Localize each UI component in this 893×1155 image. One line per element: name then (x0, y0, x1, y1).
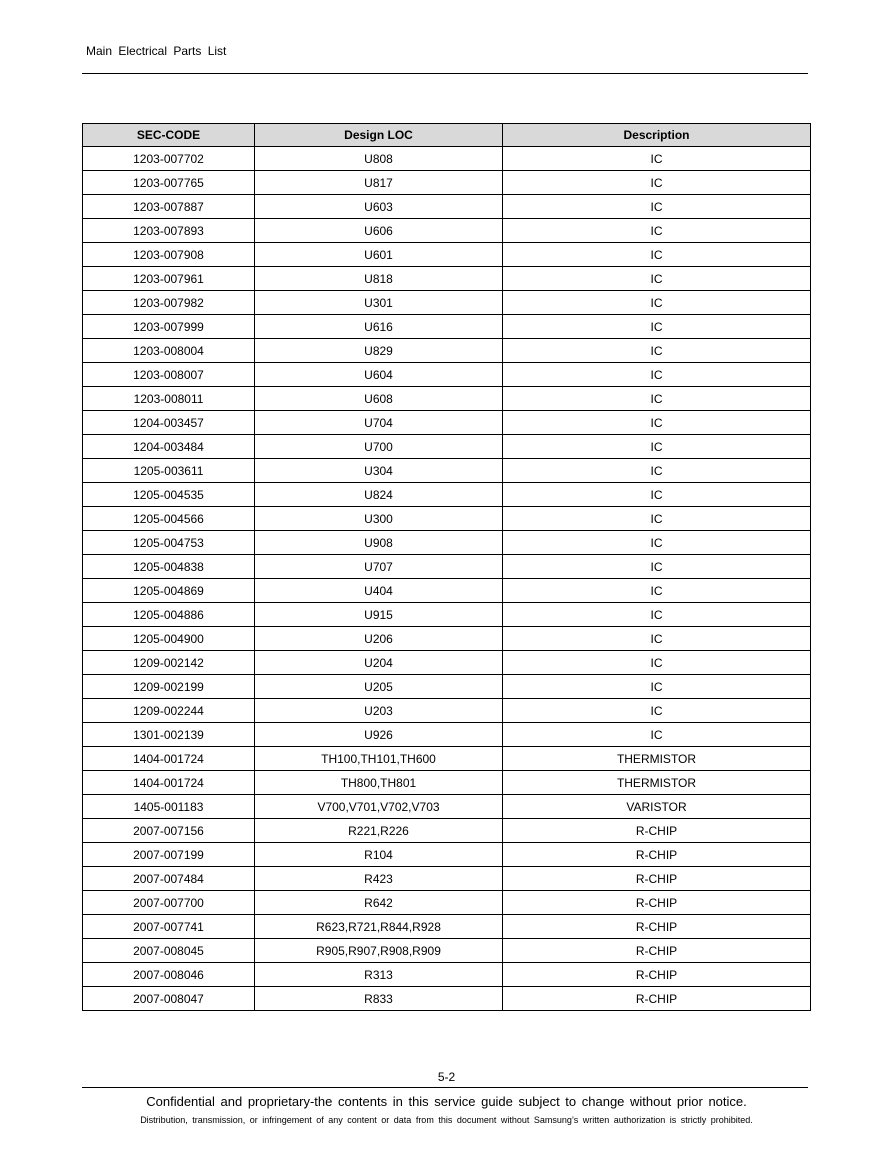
table-row (83, 411, 811, 435)
design-loc-cell: R623,R721,R844,R928 (255, 915, 503, 939)
design-loc-cell: U915 (255, 603, 503, 627)
sec-code-cell: 1205-004566 (83, 507, 255, 531)
table-row (83, 171, 811, 195)
column-header-design-loc: Design LOC (255, 124, 503, 147)
design-loc-cell: U829 (255, 339, 503, 363)
description-cell: IC (503, 603, 811, 627)
design-loc-cell: U203 (255, 699, 503, 723)
sec-code-cell: 2007-008046 (83, 963, 255, 987)
sec-code-cell: 2007-007484 (83, 867, 255, 891)
description-cell: IC (503, 459, 811, 483)
design-loc-cell: V700,V701,V702,V703 (255, 795, 503, 819)
table-row (83, 699, 811, 723)
table-row (83, 723, 811, 747)
description-cell: THERMISTOR (503, 747, 811, 771)
sec-code-cell: 1204-003457 (83, 411, 255, 435)
table-row (83, 483, 811, 507)
header-divider (82, 73, 808, 74)
sec-code-cell: 1205-004900 (83, 627, 255, 651)
sec-code-cell: 2007-007199 (83, 843, 255, 867)
description-cell: IC (503, 291, 811, 315)
description-cell: IC (503, 579, 811, 603)
description-cell: R-CHIP (503, 987, 811, 1011)
description-cell: IC (503, 507, 811, 531)
table-row (83, 891, 811, 915)
table-row (83, 843, 811, 867)
page-header-title: Main Electrical Parts List (86, 44, 227, 58)
sec-code-cell: 1209-002199 (83, 675, 255, 699)
sec-code-cell: 1209-002244 (83, 699, 255, 723)
description-cell: IC (503, 243, 811, 267)
page-number: 5-2 (437, 1070, 456, 1084)
description-cell: IC (503, 147, 811, 171)
design-loc-cell: U818 (255, 267, 503, 291)
design-loc-cell: U300 (255, 507, 503, 531)
design-loc-cell: R221,R226 (255, 819, 503, 843)
design-loc-cell: R833 (255, 987, 503, 1011)
sec-code-cell: 1301-002139 (83, 723, 255, 747)
table-row (83, 579, 811, 603)
design-loc-cell: U704 (255, 411, 503, 435)
description-cell: IC (503, 171, 811, 195)
design-loc-cell: U304 (255, 459, 503, 483)
table-row (83, 291, 811, 315)
sec-code-cell: 2007-007700 (83, 891, 255, 915)
design-loc-cell: U205 (255, 675, 503, 699)
table-row (83, 555, 811, 579)
description-cell: R-CHIP (503, 867, 811, 891)
table-row (83, 507, 811, 531)
sec-code-cell: 1203-007765 (83, 171, 255, 195)
description-cell: IC (503, 387, 811, 411)
description-cell: THERMISTOR (503, 771, 811, 795)
description-cell: IC (503, 411, 811, 435)
sec-code-cell: 2007-008047 (83, 987, 255, 1011)
table-row (83, 315, 811, 339)
table-row (83, 795, 811, 819)
sec-code-cell: 1205-003611 (83, 459, 255, 483)
table-row (83, 627, 811, 651)
description-cell: IC (503, 339, 811, 363)
description-cell: IC (503, 267, 811, 291)
design-loc-cell: U603 (255, 195, 503, 219)
description-cell: IC (503, 723, 811, 747)
description-cell: IC (503, 699, 811, 723)
sec-code-cell: 1204-003484 (83, 435, 255, 459)
design-loc-cell: TH800,TH801 (255, 771, 503, 795)
design-loc-cell: U608 (255, 387, 503, 411)
sec-code-cell: 1203-007887 (83, 195, 255, 219)
table-row (83, 195, 811, 219)
sec-code-cell: 1203-008004 (83, 339, 255, 363)
design-loc-cell: U926 (255, 723, 503, 747)
table-row (83, 651, 811, 675)
description-cell: R-CHIP (503, 963, 811, 987)
table-row (83, 747, 811, 771)
design-loc-cell: U604 (255, 363, 503, 387)
table-row (83, 915, 811, 939)
table-row (83, 435, 811, 459)
description-cell: IC (503, 627, 811, 651)
column-header-sec-code: SEC-CODE (83, 124, 255, 147)
sec-code-cell: 1205-004535 (83, 483, 255, 507)
table-row (83, 147, 811, 171)
table-row (83, 267, 811, 291)
table-row (83, 819, 811, 843)
sec-code-cell: 1203-008007 (83, 363, 255, 387)
design-loc-cell: U404 (255, 579, 503, 603)
sec-code-cell: 2007-007741 (83, 915, 255, 939)
design-loc-cell: R104 (255, 843, 503, 867)
design-loc-cell: R905,R907,R908,R909 (255, 939, 503, 963)
sec-code-cell: 1205-004886 (83, 603, 255, 627)
table-row (83, 603, 811, 627)
design-loc-cell: U204 (255, 651, 503, 675)
footer-divider (82, 1087, 808, 1088)
sec-code-cell: 1203-007702 (83, 147, 255, 171)
sec-code-cell: 1404-001724 (83, 771, 255, 795)
table-row (83, 675, 811, 699)
design-loc-cell: U700 (255, 435, 503, 459)
table-row (83, 363, 811, 387)
description-cell: IC (503, 555, 811, 579)
sec-code-cell: 1405-001183 (83, 795, 255, 819)
description-cell: IC (503, 363, 811, 387)
table-row (83, 987, 811, 1011)
description-cell: IC (503, 651, 811, 675)
design-loc-cell: U908 (255, 531, 503, 555)
sec-code-cell: 1203-007961 (83, 267, 255, 291)
sec-code-cell: 1203-007982 (83, 291, 255, 315)
sec-code-cell: 1205-004753 (83, 531, 255, 555)
description-cell: IC (503, 315, 811, 339)
sec-code-cell: 2007-008045 (83, 939, 255, 963)
design-loc-cell: U616 (255, 315, 503, 339)
table-row (83, 963, 811, 987)
distribution-notice: Distribution, transmission, or infringement of any content or data from this document without Samsung’s written authorization is strictly prohibited. (140, 1115, 753, 1125)
table-row (83, 339, 811, 363)
description-cell: IC (503, 483, 811, 507)
design-loc-cell: U601 (255, 243, 503, 267)
design-loc-cell: TH100,TH101,TH600 (255, 747, 503, 771)
sec-code-cell: 1209-002142 (83, 651, 255, 675)
sec-code-cell: 1203-008011 (83, 387, 255, 411)
sec-code-cell: 1203-007893 (83, 219, 255, 243)
table-row (83, 219, 811, 243)
description-cell: R-CHIP (503, 843, 811, 867)
sec-code-cell: 1404-001724 (83, 747, 255, 771)
table-row (83, 387, 811, 411)
design-loc-cell: U301 (255, 291, 503, 315)
sec-code-cell: 1205-004838 (83, 555, 255, 579)
description-cell: R-CHIP (503, 819, 811, 843)
design-loc-cell: U206 (255, 627, 503, 651)
parts-table-body (83, 147, 811, 1011)
description-cell: IC (503, 435, 811, 459)
sec-code-cell: 2007-007156 (83, 819, 255, 843)
sec-code-cell: 1203-007999 (83, 315, 255, 339)
table-row (83, 867, 811, 891)
description-cell: IC (503, 195, 811, 219)
description-cell: VARISTOR (503, 795, 811, 819)
design-loc-cell: U824 (255, 483, 503, 507)
description-cell: IC (503, 219, 811, 243)
column-header-description: Description (503, 124, 811, 147)
design-loc-cell: U817 (255, 171, 503, 195)
design-loc-cell: U808 (255, 147, 503, 171)
description-cell: IC (503, 531, 811, 555)
table-row (83, 939, 811, 963)
design-loc-cell: R642 (255, 891, 503, 915)
description-cell: R-CHIP (503, 939, 811, 963)
description-cell: R-CHIP (503, 891, 811, 915)
description-cell: IC (503, 675, 811, 699)
design-loc-cell: U606 (255, 219, 503, 243)
parts-table (82, 123, 811, 1011)
table-header-row (83, 124, 811, 147)
description-cell: R-CHIP (503, 915, 811, 939)
table-row (83, 771, 811, 795)
design-loc-cell: U707 (255, 555, 503, 579)
table-row (83, 531, 811, 555)
confidentiality-notice: Confidential and proprietary-the contents in this service guide subject to change without prior notice. (146, 1094, 747, 1109)
sec-code-cell: 1203-007908 (83, 243, 255, 267)
sec-code-cell: 1205-004869 (83, 579, 255, 603)
design-loc-cell: R313 (255, 963, 503, 987)
table-row (83, 243, 811, 267)
table-row (83, 459, 811, 483)
design-loc-cell: R423 (255, 867, 503, 891)
